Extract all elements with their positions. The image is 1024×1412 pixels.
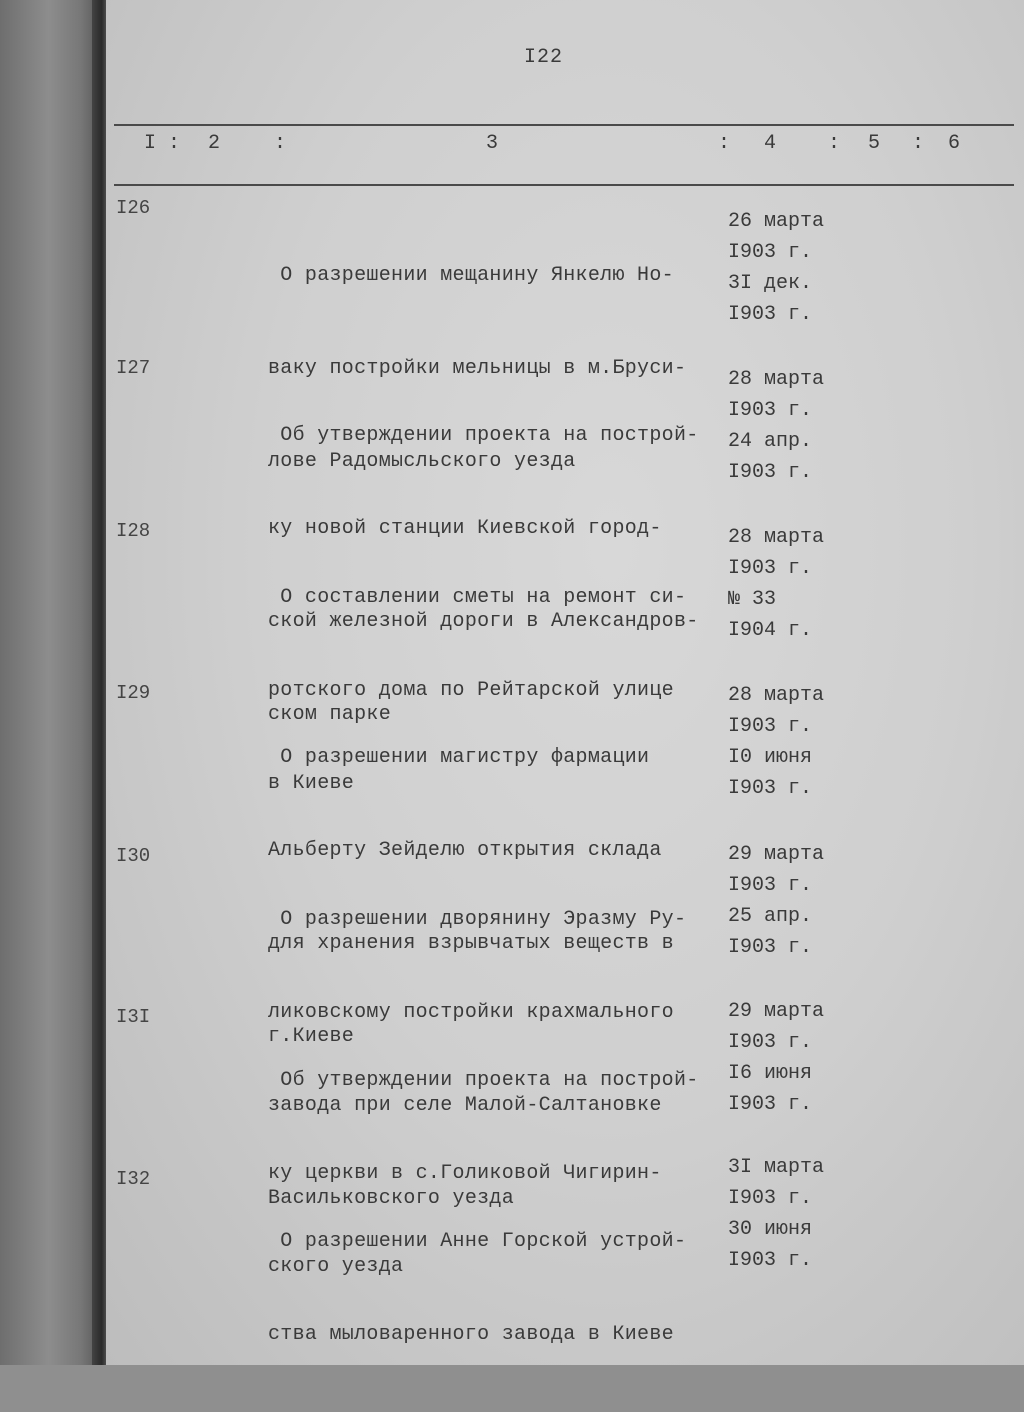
entry-title-line: ства мыловаренного завода в Киеве	[268, 1323, 674, 1346]
entry-title-line: О разрешении Анне Горской устрой-	[268, 1230, 687, 1253]
end-date: I0 июня	[728, 746, 813, 769]
end-date: 30 июня	[728, 1218, 813, 1241]
entry-title-line: завода при селе Малой-Салтановке	[268, 1094, 662, 1117]
end-year: I903 г.	[728, 303, 813, 326]
entry-dates	[728, 522, 858, 646]
column-separator: :	[168, 132, 181, 155]
entry-title-line: Об утверждении проекта на построй-	[268, 424, 699, 447]
entry-dates	[728, 680, 858, 804]
header-bottom-rule	[114, 184, 1014, 186]
entry-title-line: для хранения взрывчатых веществ в	[268, 932, 674, 955]
end-date: 3I дек.	[728, 272, 813, 295]
entry-dates	[728, 206, 858, 330]
entry-title-line: Васильковского уезда	[268, 1187, 515, 1210]
end-year: I903 г.	[728, 777, 813, 800]
end-year: I903 г.	[728, 936, 813, 959]
column-header-5: 5	[868, 132, 881, 155]
start-year: I903 г.	[728, 1031, 813, 1054]
entry-title	[268, 1164, 718, 1412]
column-separator: :	[274, 132, 287, 155]
entry-title-line: ской железной дороги в Александров-	[268, 610, 699, 633]
end-year: I904 г.	[728, 619, 813, 642]
entry-number: I28	[116, 520, 151, 542]
entry-title-line: г.Киеве	[268, 1025, 355, 1048]
column-separator: :	[828, 132, 841, 155]
column-header-3: 3	[486, 132, 499, 155]
start-year: I903 г.	[728, 715, 813, 738]
start-year: I903 г.	[728, 874, 813, 897]
end-date: № 33	[728, 588, 777, 611]
entry-title-line: О разрешении мещанину Янкелю Но-	[268, 264, 674, 287]
end-date: 25 апр.	[728, 905, 813, 928]
end-date: 24 апр.	[728, 430, 813, 453]
start-date: 28 марта	[728, 368, 825, 391]
start-date: 28 марта	[728, 526, 825, 549]
entry-title-line: лове Радомысльского уезда	[268, 450, 576, 473]
entry-title-line: Альберту Зейделю открытия склада	[268, 839, 662, 862]
entry-number: I30	[116, 845, 151, 867]
start-date: 26 марта	[728, 210, 825, 233]
entry-number: I26	[116, 197, 151, 219]
start-year: I903 г.	[728, 241, 813, 264]
column-separator: :	[718, 132, 731, 155]
entry-title-line: Об утверждении проекта на построй-	[268, 1069, 699, 1092]
entry-title-line: ку новой станции Киевской город-	[268, 517, 662, 540]
column-header-2: 2	[208, 132, 221, 155]
entry-title-line: О разрешении дворянину Эразму Ру-	[268, 908, 687, 931]
entry-title-line: ликовскому постройки крахмального	[268, 1001, 674, 1024]
start-date: 29 марта	[728, 1000, 825, 1023]
entry-dates	[728, 364, 858, 488]
start-date: 29 марта	[728, 843, 825, 866]
entry-number: I3I	[116, 1006, 151, 1028]
start-date: 28 марта	[728, 684, 825, 707]
header-top-rule	[114, 124, 1014, 126]
start-year: I903 г.	[728, 557, 813, 580]
entry-number: I32	[116, 1168, 151, 1190]
entry-title-line: О составлении сметы на ремонт си-	[268, 586, 687, 609]
document-page	[106, 0, 1024, 1365]
start-year: I903 г.	[728, 1187, 813, 1210]
entry-title-line: ку церкви в с.Голиковой Чигирин-	[268, 1162, 662, 1185]
entry-number: I29	[116, 682, 151, 704]
entry-title-line: ского уезда	[268, 1255, 404, 1278]
column-header-4: 4	[764, 132, 777, 155]
column-header-6: 6	[948, 132, 961, 155]
entry-title-line: ском парке	[268, 703, 392, 726]
entry-dates	[728, 839, 858, 963]
page-number: I22	[524, 46, 564, 69]
entry-title-line: О разрешении магистру фармации	[268, 746, 650, 769]
start-date: 3I марта	[728, 1156, 825, 1179]
entry-title-line: в Киеве	[268, 772, 355, 795]
end-year: I903 г.	[728, 1249, 813, 1272]
column-header-1: I	[144, 132, 157, 155]
entry-title-line: ротского дома по Рейтарской улице	[268, 679, 674, 702]
end-date: I6 июня	[728, 1062, 813, 1085]
entry-number: I27	[116, 357, 151, 379]
entry-title-line: ваку постройки мельницы в м.Бруси-	[268, 357, 687, 380]
start-year: I903 г.	[728, 399, 813, 422]
column-separator: :	[912, 132, 925, 155]
entry-dates	[728, 1152, 858, 1276]
end-year: I903 г.	[728, 1093, 813, 1116]
end-year: I903 г.	[728, 461, 813, 484]
entry-dates	[728, 996, 858, 1120]
